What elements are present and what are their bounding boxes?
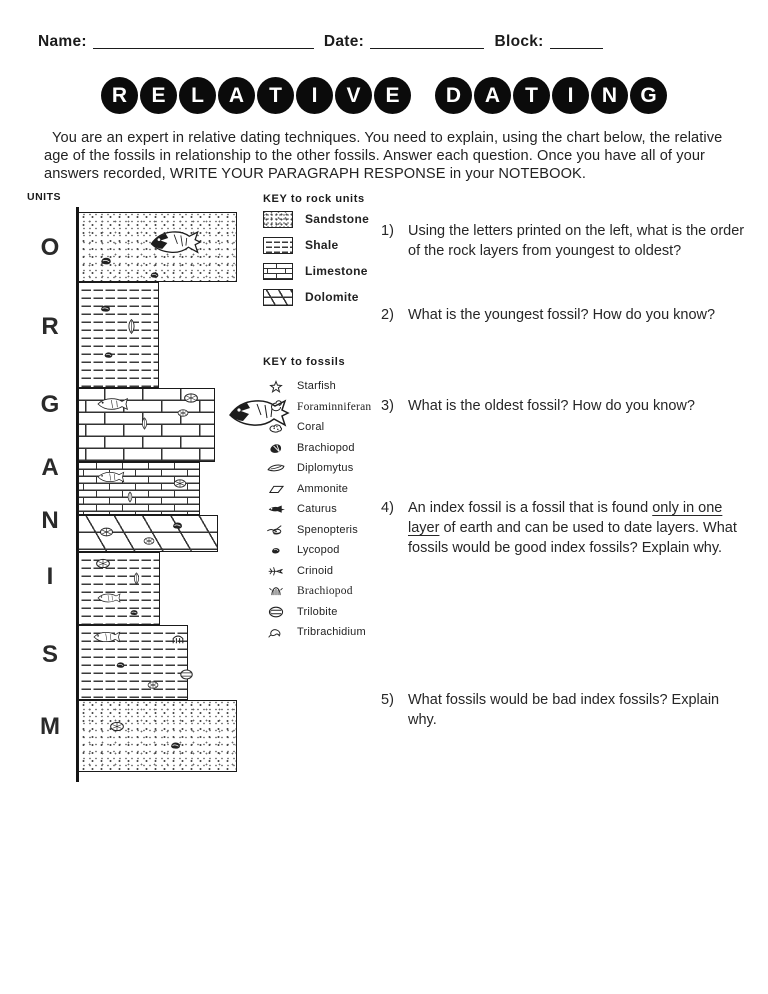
- fossil-key-row: [263, 438, 398, 459]
- fossil-key-row: [263, 479, 398, 500]
- rock-key-row: [263, 285, 383, 309]
- limestone-swatch: [263, 263, 293, 280]
- question-4-underlined: only in one layer: [408, 500, 723, 536]
- question-number: 1): [381, 223, 394, 239]
- title-letter: I: [296, 77, 333, 114]
- fossil-shell: [108, 720, 126, 733]
- header-fill-in-line: [38, 33, 738, 51]
- foraminniferan-icon: [263, 399, 289, 414]
- title-letter: R: [101, 77, 138, 114]
- fossil-leaf: [132, 571, 141, 586]
- question-text: [408, 498, 749, 558]
- fossil-key-title: KEY to fossils: [263, 356, 346, 368]
- fossil-label: Coral: [297, 421, 325, 434]
- tribrachidium-icon: [263, 626, 289, 639]
- question-text: What is the oldest fossil? How do you know?: [408, 398, 695, 414]
- question-text: What is the youngest fossil? How do you know?: [408, 307, 716, 323]
- question-number: 4): [381, 500, 394, 516]
- question-4: [381, 498, 749, 558]
- layer-letter-M: M: [40, 713, 60, 740]
- fossil-shell: [142, 536, 156, 546]
- title-letter: A: [474, 77, 511, 114]
- layer-letter-S: S: [41, 641, 58, 668]
- fossil-leaf: [126, 318, 137, 335]
- title-letter: E: [140, 77, 177, 114]
- question-number: 5): [381, 692, 394, 708]
- fossil-key-row: [263, 581, 398, 602]
- question-1: [381, 221, 749, 261]
- rock-key: [263, 193, 383, 309]
- fossil-shell: [172, 478, 188, 489]
- fossil-shell: [146, 680, 160, 690]
- brachiopod-icon: [263, 441, 289, 455]
- fossil-label: Brachiopod: [297, 441, 355, 454]
- question-2: [381, 305, 749, 325]
- fossil-label: Starfish: [297, 380, 336, 393]
- layer-I: [78, 552, 160, 625]
- rock-key-title: KEY to rock units: [263, 193, 365, 205]
- fossil-fish: [92, 630, 124, 644]
- lycopod-icon: [263, 545, 289, 555]
- rock-key-row: [263, 259, 383, 283]
- question-text: Using the letters printed on the left, what is the order of the rock layers from youngest to oldest?: [408, 223, 745, 259]
- page-title: [0, 77, 768, 114]
- sandstone-swatch: [263, 211, 293, 228]
- fossil-blob: [128, 608, 140, 617]
- fossil-key-row: [263, 540, 398, 561]
- title-letter: T: [257, 77, 294, 114]
- layer-letter-O: O: [40, 234, 60, 261]
- fossil-blob: [98, 255, 114, 267]
- fossil-key-row: [263, 417, 398, 438]
- fossil-leaf: [140, 416, 149, 431]
- title-letter: D: [435, 77, 472, 114]
- layer-letter-R: R: [41, 313, 59, 340]
- rock-key-label: Shale: [305, 238, 339, 252]
- question-3: [381, 396, 749, 416]
- brachiopod2-icon: [263, 584, 289, 598]
- fossil-arch: [170, 632, 186, 645]
- date-blank: _______________: [370, 33, 485, 50]
- name-blank: _____________________________: [92, 33, 314, 50]
- fossil-fish: [96, 470, 128, 484]
- date-label: Date:: [323, 33, 365, 50]
- title-letter: T: [513, 77, 550, 114]
- block-blank: _______: [549, 33, 603, 50]
- fossil-label: Lycopod: [297, 544, 340, 557]
- fossil-blob: [114, 660, 127, 670]
- fossil-label: Trilobite: [297, 605, 338, 618]
- fossil-fish: [96, 592, 124, 604]
- fossil-fish: [96, 396, 132, 412]
- fossil-blob: [170, 520, 185, 531]
- layer-M: [78, 700, 237, 772]
- title-letter: A: [218, 77, 255, 114]
- fossil-shell: [98, 526, 115, 538]
- fossil-label: Brachiopod: [297, 585, 353, 598]
- shale-swatch: [263, 237, 293, 254]
- fossil-label: Ammonite: [297, 482, 349, 495]
- fossil-shell: [182, 392, 200, 404]
- title-letter: E: [374, 77, 411, 114]
- intro-paragraph: You are an expert in relative dating techniques. You need to explain, using the chart below, the relative age of the fossils in relationship to the other fossils. Answer each question. Once you have all of your answers recorded, WRITE YOUR PARAGRAPH RESPONSE in your NOTEBOOK.: [44, 130, 723, 182]
- dolomite-swatch: [263, 289, 293, 306]
- fossil-key-row: [263, 499, 398, 520]
- question-4-post: of earth and can be used to date layers. What fossils would be good index fossils? Explain why.: [408, 520, 737, 556]
- layer-letter-G: G: [40, 391, 60, 418]
- fossil-key: [263, 356, 398, 643]
- layer-R: [78, 282, 159, 388]
- fossil-key-row: [263, 397, 398, 418]
- question-5: [381, 690, 749, 730]
- question-4-pre: An index fossil is a fossil that is found: [408, 500, 653, 516]
- starfish-icon: [263, 379, 289, 394]
- block-label: Block:: [494, 33, 544, 50]
- question-number: 2): [381, 307, 394, 323]
- title-letter: G: [630, 77, 667, 114]
- rock-key-label: Limestone: [305, 264, 368, 278]
- fossil-key-row: [263, 458, 398, 479]
- fossil-label: Crinoid: [297, 564, 334, 577]
- caturus-icon: [263, 503, 289, 516]
- rock-key-row: [263, 207, 383, 231]
- question-number: 3): [381, 398, 394, 414]
- units-label: UNITS: [27, 191, 61, 203]
- fossil-shell: [94, 557, 112, 570]
- rock-key-row: [263, 233, 383, 257]
- fossil-label: Spenopteris: [297, 523, 358, 536]
- layer-letter-A: A: [41, 454, 59, 481]
- ammonite-icon: [263, 482, 289, 496]
- fossil-key-row: [263, 520, 398, 541]
- fossil-label: Foraminniferan: [297, 400, 372, 413]
- title-letter: N: [591, 77, 628, 114]
- fossil-trilobite: [178, 668, 195, 681]
- layer-letter-N: N: [41, 507, 59, 534]
- coral-icon: [263, 420, 289, 435]
- title-letter: V: [335, 77, 372, 114]
- fossil-blob: [168, 740, 183, 751]
- fossil-blob: [98, 303, 113, 314]
- diplomytus-icon: [263, 461, 289, 475]
- fossil-key-row: [263, 561, 398, 582]
- fossil-blob: [102, 350, 115, 360]
- fossil-blob: [148, 270, 161, 280]
- layer-letter-I: I: [46, 563, 54, 590]
- title-letter: L: [179, 77, 216, 114]
- caturus-fish-drawing: [148, 227, 212, 259]
- rock-key-label: Dolomite: [305, 290, 359, 304]
- trilobite-icon: [263, 605, 289, 619]
- fossil-label: Diplomytus: [297, 462, 354, 475]
- title-letter: I: [552, 77, 589, 114]
- fossil-key-row: [263, 622, 398, 643]
- fossil-key-row: [263, 602, 398, 623]
- fossil-key-row: [263, 376, 398, 397]
- fossil-label: Tribrachidium: [297, 626, 366, 639]
- question-text: What fossils would be bad index fossils? Explain why.: [408, 692, 720, 728]
- name-label: Name:: [38, 33, 87, 50]
- crinoid-icon: [263, 564, 289, 577]
- rock-key-label: Sandstone: [305, 212, 370, 226]
- fossil-label: Caturus: [297, 503, 337, 516]
- fossil-leaf: [126, 490, 134, 504]
- fossil-shell: [176, 408, 190, 418]
- spenopteris-icon: [263, 523, 289, 537]
